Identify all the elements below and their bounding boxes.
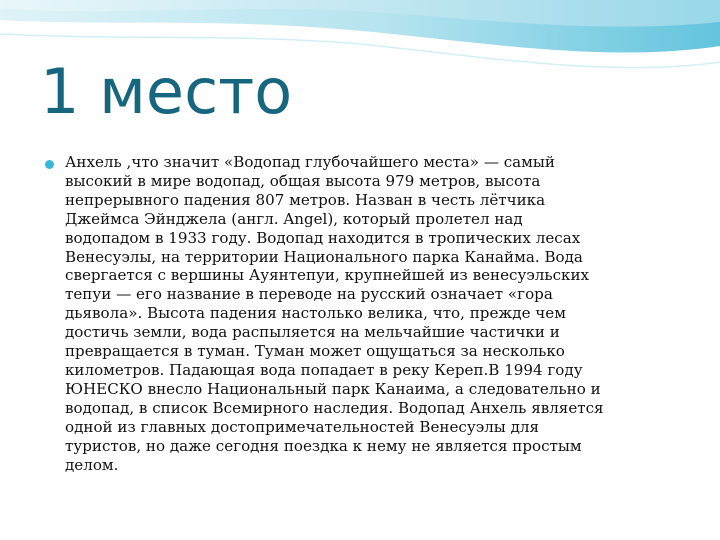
body-line: километров. Падающая вода попадает в реку Кереп.В 1994 году (65, 360, 583, 379)
body-line: Анхель ,что значит «Водопад глубочайшего места» — самый (65, 153, 555, 171)
body-line: делом. (65, 455, 119, 474)
body-line: Венесуэлы, на территории Национального парка Канайма. Вода (65, 247, 583, 266)
body-line: туристов, но даже сегодня поездка к нему не является простым (65, 436, 582, 455)
body-paragraph (65, 153, 682, 474)
slide-title: 1 место (40, 55, 293, 128)
bullet-dot-icon (45, 160, 54, 169)
body-line: водопадом в 1933 году. Водопад находится в тропических лесах (65, 228, 581, 247)
body-line: достичь земли, вода распыляется на мельчайшие частички и (65, 323, 560, 342)
body-line: высокий в мире водопад, общая высота 979 метров, высота (65, 171, 541, 190)
body-line: Джеймса Эйнджела (англ. Angel), который пролетел над (65, 209, 523, 228)
body-line: свергается с вершины Ауянтепуи, крупнейшей из венесуэльских (65, 266, 590, 285)
body-line: ЮНЕСКО внесло Национальный парк Канаима, а следовательно и (65, 379, 601, 398)
body-line: превращается в туман. Туман может ощущаться за несколько (65, 342, 565, 361)
body-line: водопад, в список Всемирного наследия. Водопад Анхель является (65, 398, 604, 417)
body-line: непрерывного падения 807 метров. Назван в честь лётчика (65, 190, 546, 209)
body-line: одной из главных достопримечательностей Венесуэлы для (65, 417, 539, 436)
body-line: тепуи — его название в переводе на русский означает «гора (65, 285, 553, 304)
body-line: дьявола». Высота падения настолько велика, что, прежде чем (65, 304, 566, 323)
